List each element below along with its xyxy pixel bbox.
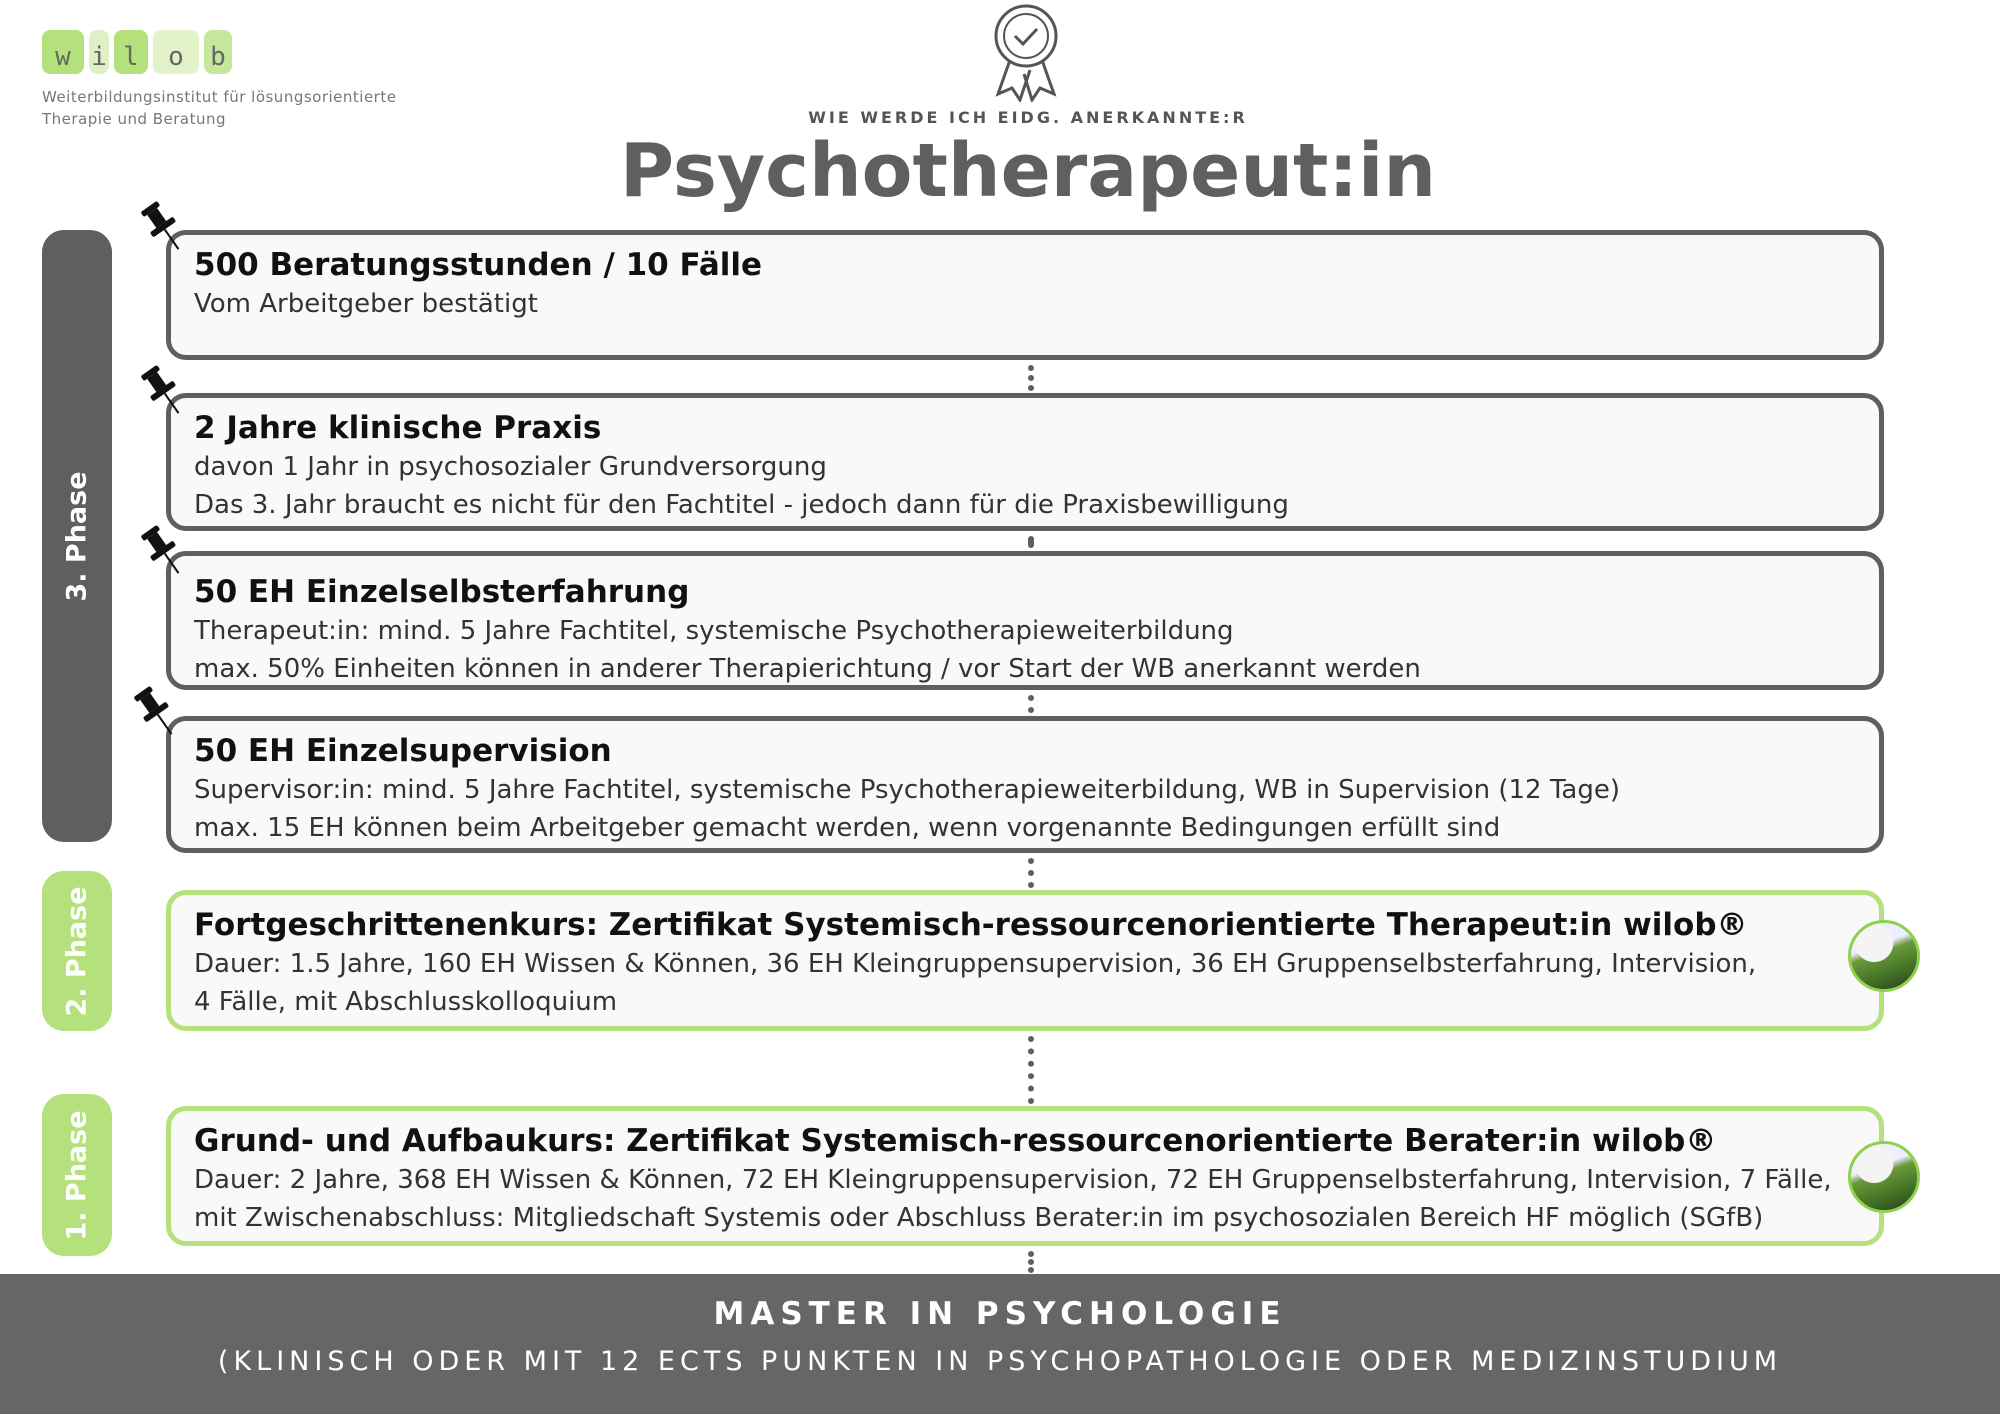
phase-text: 2. Phase — [61, 885, 93, 1017]
certificate-badge-icon — [990, 2, 1062, 102]
building-photo — [1848, 920, 1920, 992]
card-text: 4 Fälle, mit Abschlusskolloquium — [194, 987, 618, 1017]
tagline-line: Weiterbildungsinstitut für lösungsorientierte — [42, 88, 397, 106]
card-einzelsupervision — [166, 716, 1884, 853]
card-title: Grund- und Aufbaukurs: Zertifikat Systemisch-ressourcenorientierte Berater:in wilob® — [194, 1123, 1717, 1159]
logo-letter: o — [153, 30, 199, 74]
phase-2-label — [42, 871, 112, 1031]
connector-dots — [1028, 1251, 1034, 1273]
logo-letter: i — [89, 30, 109, 74]
card-text: Vom Arbeitgeber bestätigt — [194, 289, 538, 319]
logo-letter: b — [204, 30, 232, 74]
card-text: Supervisor:in: mind. 5 Jahre Fachtitel, systemische Psychotherapieweiterbildung, WB in Supervision (12 Tage) — [194, 775, 1621, 805]
card-title: 2 Jahre klinische Praxis — [194, 410, 602, 446]
card-text: Dauer: 2 Jahre, 368 EH Wissen & Können, 72 EH Kleingruppensupervision, 72 EH Gruppenselbsterfahrung, Intervision, 7 Fälle, — [194, 1165, 1832, 1195]
phase-1-label — [42, 1094, 112, 1256]
card-text: mit Zwischenabschluss: Mitgliedschaft Systemis oder Abschluss Berater:in im psychosozialen Bereich HF möglich (SGfB) — [194, 1203, 1764, 1233]
card-title: Fortgeschrittenenkurs: Zertifikat Systemisch-ressourcenorientierte Therapeut:in wilob® — [194, 907, 1748, 943]
card-title: 50 EH Einzelsupervision — [194, 733, 612, 769]
logo-tiles — [42, 30, 396, 74]
connector-dots — [1028, 695, 1034, 713]
card-text: Das 3. Jahr braucht es nicht für den Fachtitel - jedoch dann für die Praxisbewilligung — [194, 490, 1289, 520]
footer-title: MASTER IN PSYCHOLOGIE — [713, 1296, 1287, 1332]
pushpin-icon — [140, 362, 186, 420]
card-klinische-praxis — [166, 393, 1884, 531]
phase-text: 1. Phase — [61, 1109, 93, 1241]
card-fortgeschrittenenkurs — [166, 890, 1884, 1031]
footer-banner — [0, 1274, 2000, 1414]
card-text: max. 15 EH können beim Arbeitgeber gemacht werden, wenn vorgenannte Bedingungen erfüllt sind — [194, 813, 1501, 843]
page-subtitle: WIE WERDE ICH EIDG. ANERKANNTE:R — [808, 108, 1248, 127]
building-photo — [1848, 1141, 1920, 1213]
connector-dots — [1028, 1036, 1034, 1104]
connector-dots — [1028, 858, 1034, 888]
card-text: max. 50% Einheiten können in anderer Therapierichtung / vor Start der WB anerkannt werden — [194, 654, 1421, 684]
card-title: 500 Beratungsstunden / 10 Fälle — [194, 247, 763, 283]
card-text: Therapeut:in: mind. 5 Jahre Fachtitel, systemische Psychotherapieweiterbildung — [194, 616, 1234, 646]
phase-3-label — [42, 230, 112, 842]
pushpin-icon — [140, 522, 186, 580]
card-einzelselbsterfahrung — [166, 551, 1884, 690]
connector-dots — [1028, 365, 1034, 391]
card-beratungsstunden — [166, 230, 1884, 360]
connector-dots — [1028, 536, 1034, 548]
phase-text: 3. Phase — [61, 470, 93, 602]
pushpin-icon — [133, 683, 179, 741]
logo-letter: w — [42, 30, 84, 74]
footer-subtitle: (KLINISCH ODER MIT 12 ECTS PUNKTEN IN PSYCHOPATHOLOGIE ODER MEDIZINSTUDIUM — [217, 1346, 1783, 1377]
card-grundkurs — [166, 1106, 1884, 1246]
logo-letter: l — [114, 30, 148, 74]
card-text: davon 1 Jahr in psychosozialer Grundversorgung — [194, 452, 827, 482]
card-text: Dauer: 1.5 Jahre, 160 EH Wissen & Können, 36 EH Kleingruppensupervision, 36 EH Gruppenselbsterfahrung, Intervision, — [194, 949, 1757, 979]
card-title: 50 EH Einzelselbsterfahrung — [194, 574, 690, 610]
pushpin-icon — [140, 198, 186, 256]
tagline-line: Therapie und Beratung — [42, 110, 227, 128]
page-title: Psychotherapeut:in — [619, 128, 1437, 214]
